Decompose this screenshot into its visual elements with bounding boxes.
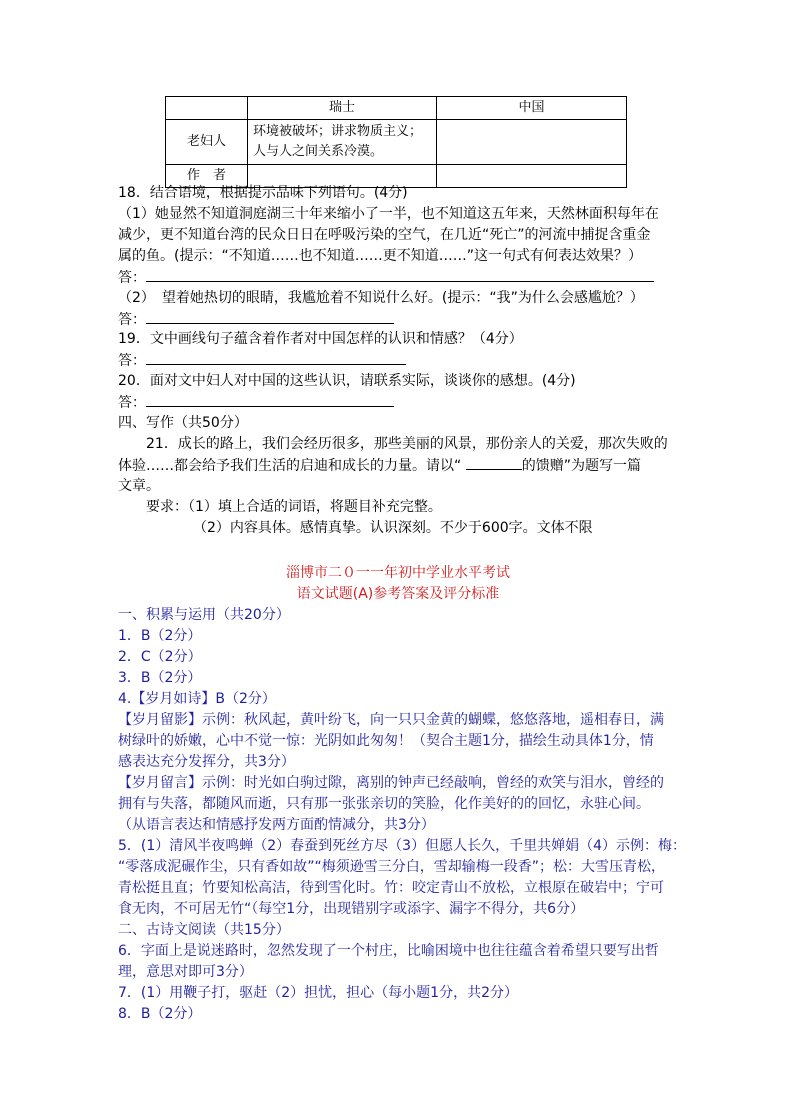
answer-item: 理，意思对即可3分） — [118, 964, 253, 980]
answer-item: 感表达充分发挥分，共3分） — [118, 754, 295, 770]
answer-line — [118, 267, 678, 289]
answer-item: （从语言表达和情感抒发两方面酌情减分，共3分） — [118, 817, 435, 833]
answer-line — [118, 392, 678, 414]
answer-item: 【岁月留言】示例：时光如白驹过隙，离别的钟声已经敲响，曾经的欢笑与泪水，曾经的 — [118, 775, 664, 791]
section-4-title: 四、写作（共50分） — [118, 415, 248, 431]
answer-label: 答： — [118, 270, 146, 286]
table-row — [166, 120, 627, 165]
question-text: （2） 望着她热切的眼睛，我尴尬着不知说什么好。(提示：“我”为什么会感尴尬？） — [118, 290, 644, 306]
answer-item: 2．C（2分） — [118, 649, 202, 665]
answer-item: “零落成泥碾作尘，只有香如故”“梅须逊雪三分白，雪却输梅一段香”；松：大雪压青松， — [118, 859, 666, 875]
question-text: 属的鱼。(提示：“不知道……也不知道……更不知道……”这一句式有何表达效果？） — [118, 248, 642, 264]
title-blank[interactable] — [466, 455, 522, 470]
table-header-row — [166, 97, 627, 120]
requirement-2: （2）内容具体。感情真挚。认识深刻。不少于600字。文体不限 — [193, 520, 593, 536]
answer-item: 7．(1）用鞭子打，驱赶（2）担忧，担心（每小题1分，共2分） — [118, 985, 518, 1001]
answer-line — [118, 309, 678, 331]
requirement-1: 要求：（1）填上合适的词语，将题目补充完整。 — [146, 499, 442, 515]
cell-text: 人与人之间关系冷漠。 — [253, 144, 384, 159]
answer-label: 答： — [118, 395, 146, 411]
question-21-text: 文章。 — [118, 478, 160, 494]
cell-text: 环境被破坏；讲求物质主义； — [253, 124, 423, 139]
answer-item: 食无肉，不可居无竹“（每空1分，出现错别字或添字、漏字不得分，共6分） — [118, 901, 585, 917]
answer-item: 【岁月留影】示例：秋风起，黄叶纷飞，向一只只金黄的蝴蝶，悠悠落地，遥相春日，满 — [118, 712, 664, 728]
answer-item: 树绿叶的娇嫩，心中不觉一惊：光阴如此匆匆！（契合主题1分，描绘生动具体1分，情 — [118, 733, 654, 749]
question-text: 减少，更不知道台湾的民众日日在呼吸污染的空气，在几近“死亡”的河流中捕捉含重金 — [118, 227, 651, 243]
question-21-text — [118, 455, 678, 477]
table-cell — [248, 120, 437, 165]
question-text: 体验……都会给予我们生活的启迪和成长的力量。请以“ — [118, 458, 466, 474]
answer-line — [118, 350, 678, 372]
answer-item: 8．B（2分） — [118, 1006, 202, 1022]
question-19-title: 19．文中画线句子蕴含着作者对中国怎样的认识和情感？（4分） — [118, 331, 523, 347]
question-text: 的馈赠”为题写一篇 — [521, 458, 641, 474]
table-cell — [437, 120, 627, 165]
answer-blank[interactable] — [146, 392, 394, 407]
question-18-title: 18．结合语境，根据提示品味下列语句。(4分) — [118, 185, 408, 201]
section-heading: 一、积累与运用（共20分） — [118, 607, 290, 623]
answer-item: 青松挺且直；竹要知松高洁，待到雪化时。竹：咬定青山不放松，立根原在破岩中；宁可 — [118, 880, 664, 896]
answer-blank[interactable] — [146, 309, 394, 324]
answer-label: 答： — [118, 353, 146, 369]
answer-item: 1．B（2分） — [118, 628, 202, 644]
question-text: （1）她显然不知道洞庭湖三十年来缩小了一半，也不知道这五年来，天然林面积每年在 — [118, 206, 659, 222]
row-label: 老妇人 — [166, 120, 248, 165]
table-header-cell: 瑞士 — [248, 97, 437, 120]
answer-blank[interactable] — [146, 267, 654, 282]
answer-key-subtitle: 语文试题(A)参考答案及评分标准 — [296, 586, 500, 602]
answer-item: 6．字面上是说迷路时，忽然发现了一个村庄，比喻困境中也往往蕴含着希望只要写出哲 — [118, 943, 659, 959]
question-20-title: 20．面对文中妇人对中国的这些认识，请联系实际，谈谈你的感想。(4分) — [118, 373, 576, 389]
answer-item: 4.【岁月如诗】B（2分） — [118, 691, 276, 707]
table-header-cell: 中国 — [437, 97, 627, 120]
answer-key-title: 淄博市二０一一年初中学业水平考试 — [286, 565, 510, 581]
answer-item: 3．B（2分） — [118, 670, 202, 686]
answer-item: 5．(1）清风半夜鸣蝉（2）春蚕到死丝方尽（3）但愿人长久，千里共婵娟（4）示例：梅： — [118, 838, 686, 854]
answer-item: 拥有与失落，都随风而逝，只有那一张张亲切的笑脸，化作美好的的回忆，永驻心间。 — [118, 796, 650, 812]
table-header-cell — [166, 97, 248, 120]
question-21-text: 21．成长的路上，我们会经历很多，那些美丽的风景，那份亲人的关爱，那次失败的 — [146, 436, 668, 452]
answer-blank[interactable] — [146, 350, 406, 365]
row-label: 作 者 — [166, 165, 248, 188]
answer-label: 答： — [118, 312, 146, 328]
section-heading: 二、古诗文阅读（共15分） — [118, 922, 290, 938]
comparison-table — [165, 96, 627, 188]
